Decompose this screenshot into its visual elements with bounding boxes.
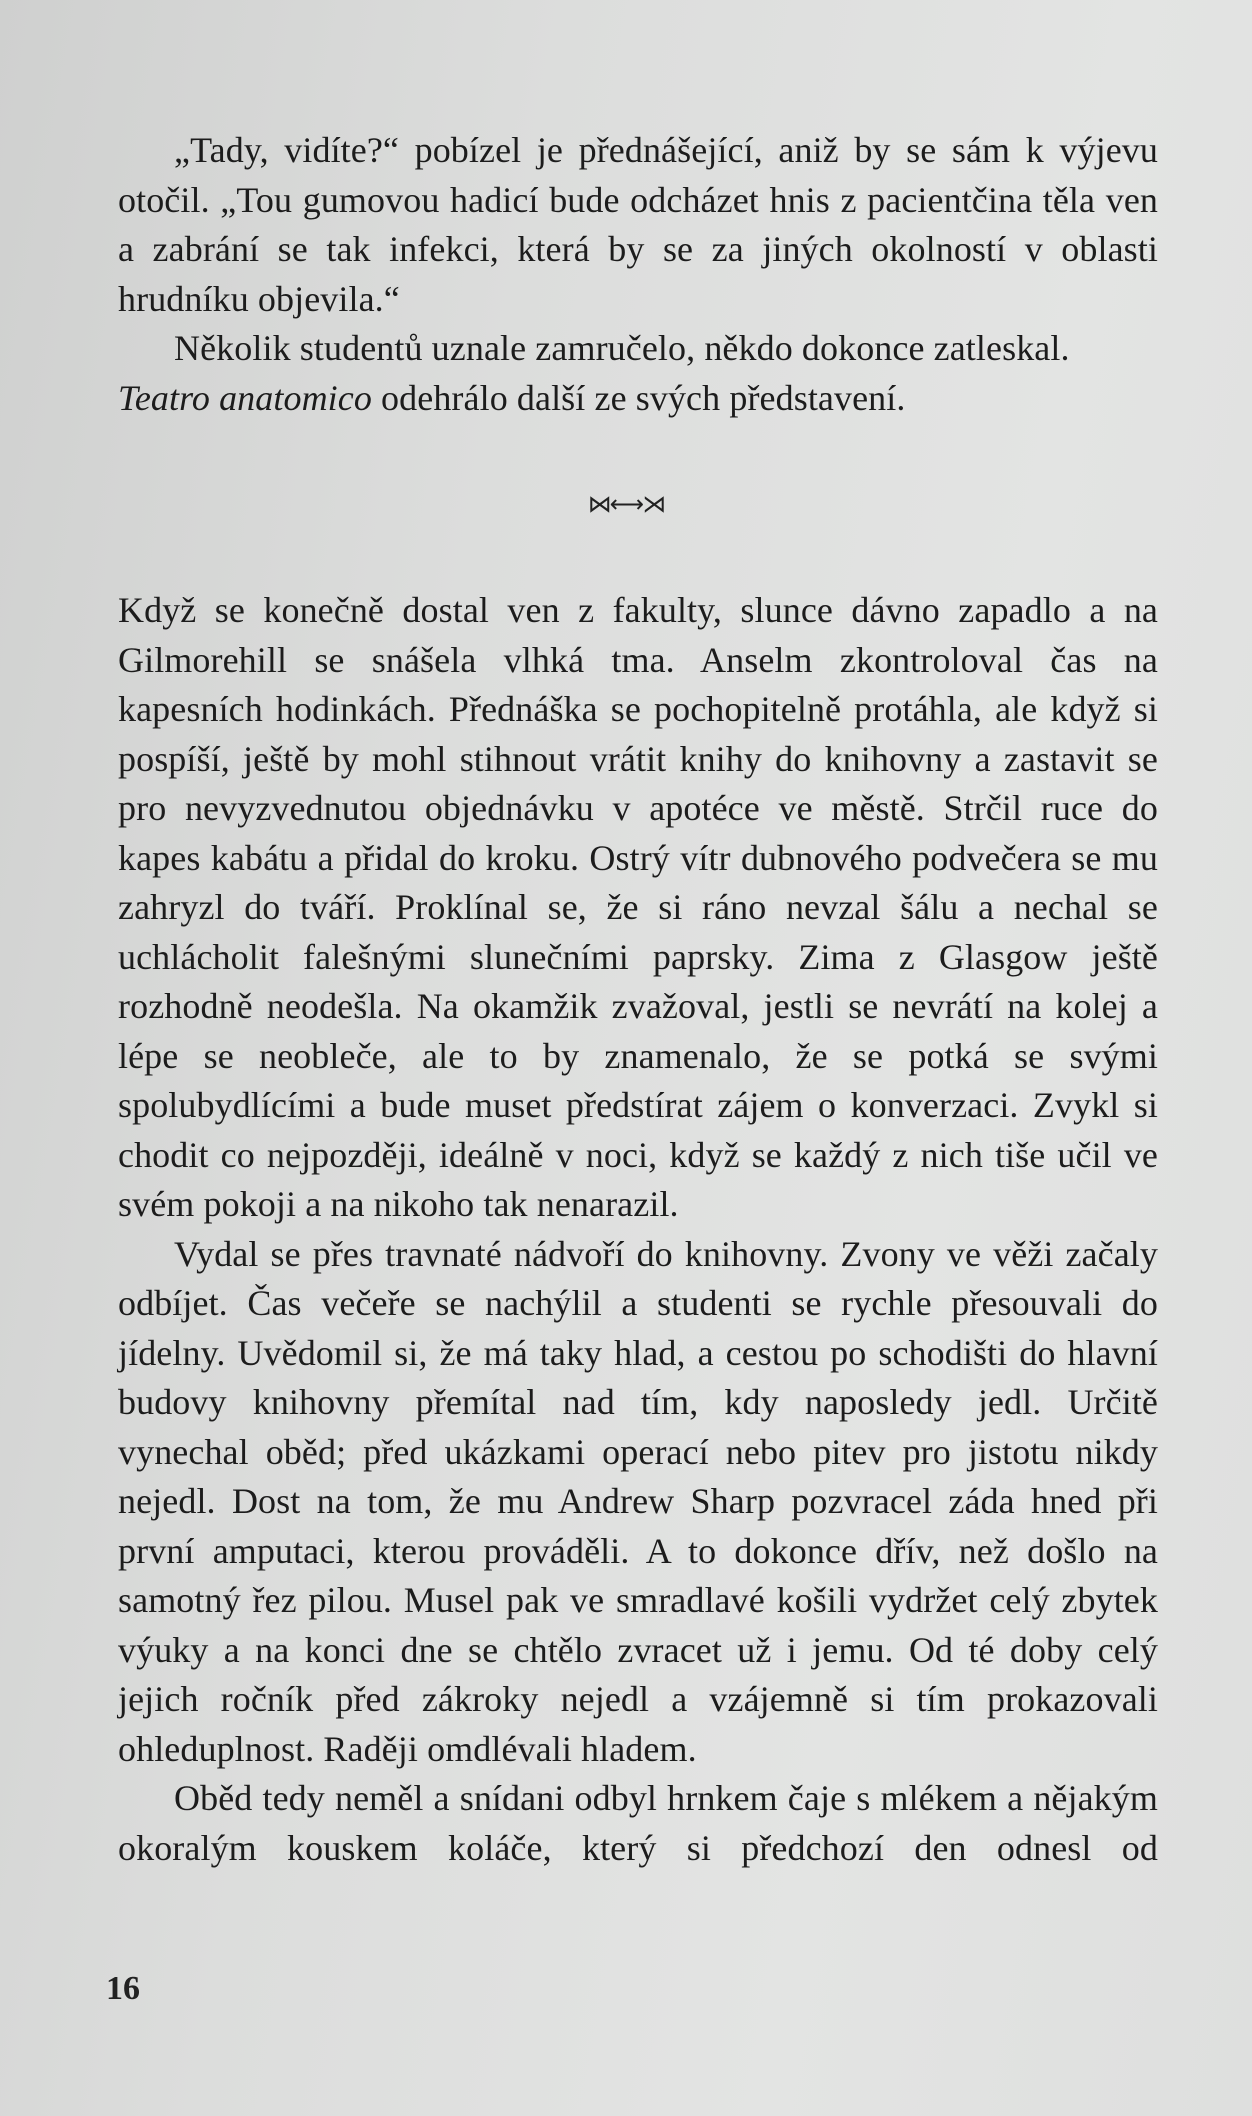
paragraph-library-walk: Vydal se přes travnaté nádvoří do knihovny. Zvony ve věži začaly odbíjet. Čas večeře se nachýlil a studenti se rychle přesouvali do jídelny. Uvědomil si, že má taky hlad, a cestou po schodišti do hlavní budovy knihovny přemítal nad tím, kdy naposledy jedl. Určitě vynechal oběd; před ukázkami operací nebo pitev pro jistotu nikdy nejedl. Dost na tom, že mu Andrew Sharp pozvracel záda hned při první amputaci, kterou prováděli. A to dokonce dřív, než došlo na samotný řez pilou. Musel pak ve smradlavé košili vydržet celý zbytek výuky a na konci dne se chtělo zvracet už i jemu. Od té doby celý jejich ročník před zákroky nejedl a vzájemně si tím prokazovali ohleduplnost. Raději omdlévali hladem. [118,1233,1158,1769]
paragraph-teatro-anatomico [118,374,1158,424]
paragraph-leaving-faculty: Když se konečně dostal ven z fakulty, slunce dávno zapadlo a na Gilmorehill se snášela vlhká tma. Anselm zkontroloval čas na kapesních hodinkách. Přednáška se pochopitelně protáhla, ale když si pospíší, ještě by mohl stihnout vrátit knihy do knihovny a zastavit se pro nevyzvednutou objednávku v apotéce ve městě. Strčil ruce do kapes kabátu a přidal do kroku. Ostrý vítr dubnového podvečera se mu zahryzl do tváří. Proklínal se, že si ráno nevzal šálu a nechal se uchlácholit falešnými slunečními paprsky. Zima z Glasgow ještě rozhodně neodešla. Na okamžik zvažoval, jestli se nevrátí na kolej a lépe se neobleče, ale to by znamenalo, že se potká se svými spolubydlícími a bude muset předstírat zájem o konverzaci. Zvykl si chodit co nejpozději, ideálně v noci, když se každý z nich tiše učil ve svém pokoji a na nikoho tak nenarazil. [118,590,1158,1224]
top-text-block [118,126,1158,423]
italic-phrase: Teatro anatomico [118,377,372,418]
main-text-block [118,586,1158,1873]
paragraph-teatro-rest: odehrálo další ze svých představení. [371,377,906,418]
page-number: 16 [106,1970,140,2007]
paragraph-lecturer-quote: „Tady, vidíte?“ pobízel je přednášející, aniž by se sám k výjevu otočil. „Tou gumovou hadicí bude odcházet hnis z pacientčina těla ven a zabrání se tak infekci, která by se za jiných okolností v oblasti hrudníku objevila.“ [118,130,1158,319]
paragraph-students-reaction: Několik studentů uznale zamručelo, někdo dokonce zatleskal. [174,328,1070,368]
paragraph-lunch: Oběd tedy neměl a snídani odbyl hrnkem čaje s mlékem a nějakým okoralým kouskem koláče, který si předchozí den odnesl od [118,1778,1158,1868]
section-separator-ornament: ⋈⟷⋊ [587,490,665,518]
